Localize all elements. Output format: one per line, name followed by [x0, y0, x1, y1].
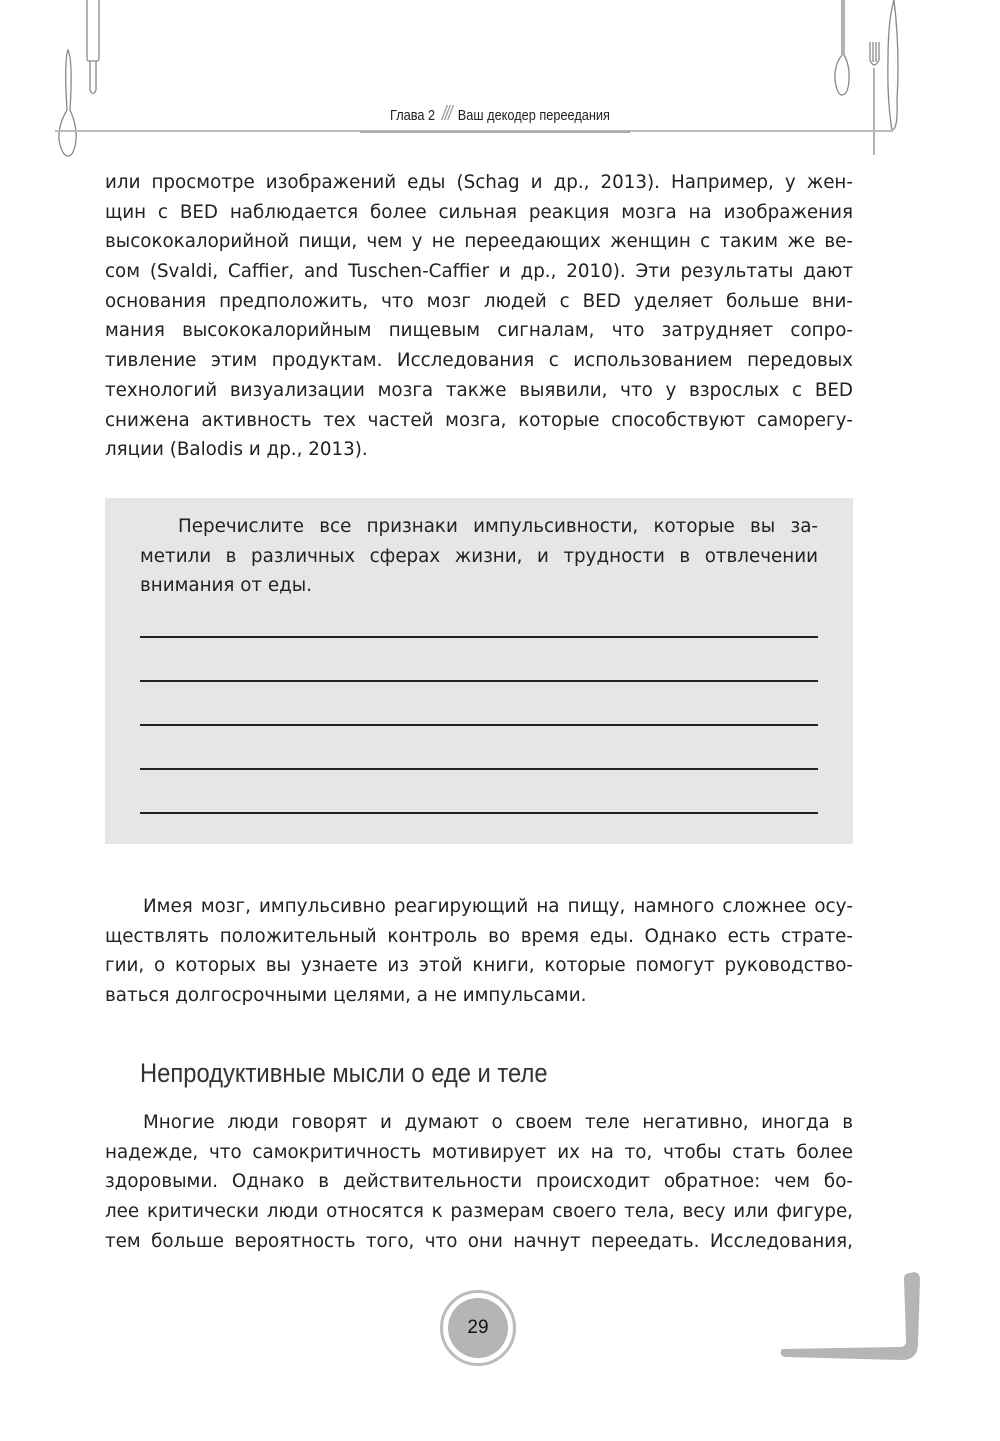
page-number-badge	[440, 1290, 516, 1366]
text-line: Перечислите все признаки импульсивности, которые вы за-	[178, 516, 818, 537]
writing-line[interactable]	[140, 768, 818, 770]
header-rule-accent	[360, 131, 630, 133]
writing-line[interactable]	[140, 812, 818, 814]
writing-line[interactable]	[140, 724, 818, 726]
text-line: Имея мозг, импульсивно реагирующий на пищу, намного сложнее осу-	[143, 896, 853, 917]
text-line: гии, о которых вы узнаете из этой книги, которые помогут руководство-	[105, 955, 853, 977]
text-line: Многие люди говорят и думают о своем теле негативно, иногда в	[143, 1112, 853, 1133]
text-line: здоровыми. Однако в действительности происходит обратное: чем бо-	[105, 1171, 853, 1193]
paragraph-2	[105, 892, 853, 1011]
text-line: надежде, что самокритичность мотивирует их на то, чтобы стать более	[105, 1141, 853, 1163]
text-line: сом (Svaldi, Caffier, and Tuschen-Caffier и др., 2010). Эти результаты дают	[105, 261, 853, 283]
running-header	[75, 103, 925, 126]
exercise-prompt	[140, 512, 818, 601]
text-line: или просмотре изображений еды (Schag и др., 2013). Например, у жен-	[105, 172, 853, 193]
writing-line[interactable]	[140, 636, 818, 638]
text-line: лее критически люди относятся к размерам своего тела, весу или фигуре,	[105, 1201, 853, 1223]
text-line: ваться долгосрочными целями, а не импульсами.	[105, 985, 587, 1007]
text-line: метили в различных сферах жизни, и трудности в отвлечении	[140, 545, 818, 567]
exercise-box	[105, 498, 853, 844]
text-line: ляции (Balodis и др., 2013).	[105, 439, 368, 461]
chapter-title: Ваш декодер переедания	[457, 107, 610, 124]
rolling-pin-spoon-icon	[50, 0, 110, 160]
cutlery-icon	[830, 0, 900, 160]
text-line: высококалорийной пищи, чем у не переедающих женщин с таким же ве-	[105, 231, 853, 253]
chapter-label: Глава 2	[390, 107, 436, 124]
writing-line[interactable]	[140, 680, 818, 682]
text-line: технологий визуализации мозга также выявили, что у взрослых с BED	[105, 379, 853, 401]
section-heading: Непродуктивные мысли о еде и теле	[140, 1058, 548, 1088]
text-line: ществлять положительный контроль во время еды. Однако есть страте-	[105, 925, 853, 947]
corner-brush-stroke	[770, 1265, 940, 1375]
paragraph-1	[105, 168, 853, 465]
text-line: снижена активность тех частей мозга, которые способствуют саморегу-	[105, 409, 853, 431]
text-line: мания высококалорийным пищевым сигналам, что затрудняет сопро-	[105, 320, 853, 342]
paragraph-3	[105, 1108, 853, 1256]
text-line: тивление этим продуктам. Исследования с использованием передовых	[105, 350, 853, 372]
text-line: тем больше вероятность того, что они начнут переедать. Исследования,	[105, 1230, 853, 1252]
text-line: внимания от еды.	[140, 575, 313, 597]
text-line: основания предположить, что мозг людей с BED уделяет больше вни-	[105, 290, 853, 312]
page-number: 29	[448, 1298, 508, 1358]
header-separator: ///	[441, 103, 451, 125]
text-line: щин с BED наблюдается более сильная реакция мозга на изображения	[105, 201, 853, 223]
